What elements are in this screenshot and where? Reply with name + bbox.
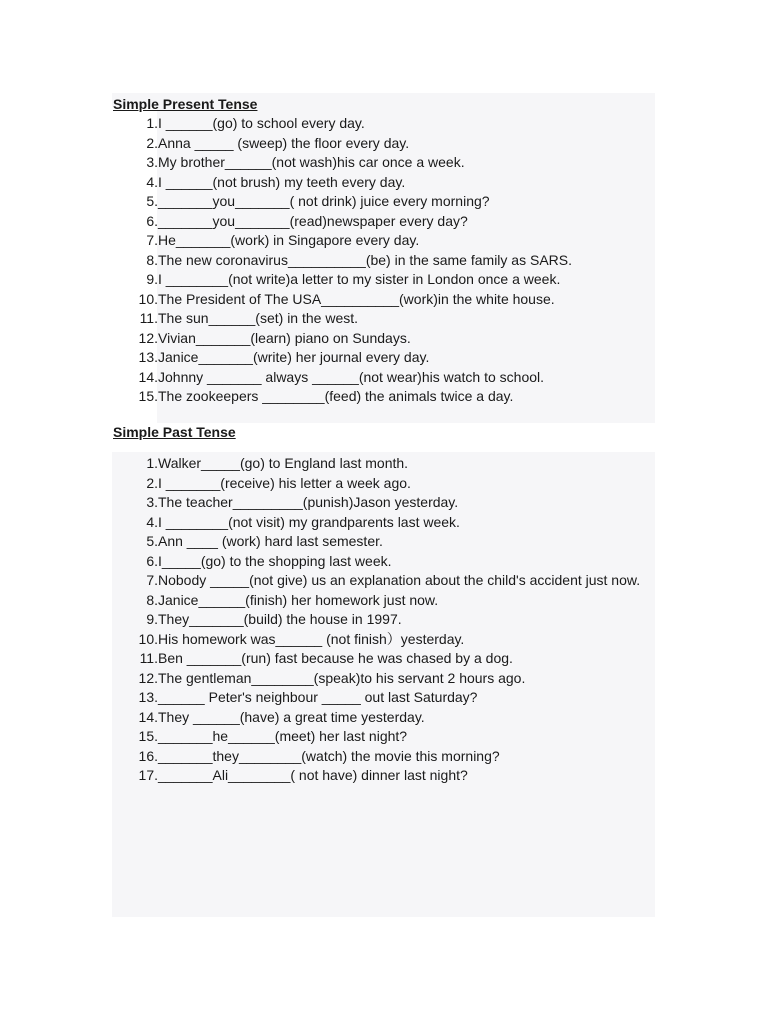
item-number: 1. — [146, 115, 158, 131]
exercise-item — [113, 649, 658, 669]
item-number: 1. — [146, 455, 158, 471]
item-number: 14. — [138, 708, 158, 725]
item-number: 5. — [146, 193, 158, 209]
item-text: I ______(go) to school every day. — [158, 115, 365, 131]
item-number: 7. — [146, 232, 158, 248]
exercise-item — [113, 630, 658, 650]
item-number: 8. — [146, 251, 158, 268]
exercise-item — [113, 192, 572, 212]
item-text: The President of The USA__________(work)in the white house. — [158, 290, 555, 307]
item-number: 17. — [138, 767, 158, 783]
item-text: The teacher_________(punish)Jason yesterday. — [158, 494, 459, 510]
item-text: The sun______(set) in the west. — [158, 310, 359, 326]
item-text: Janice_______(write) her journal every day. — [158, 349, 430, 365]
item-text: ______ Peter's neighbour _____ out last Saturday? — [158, 689, 478, 705]
exercise-item — [113, 329, 572, 349]
item-text: Vivian_______(learn) piano on Sundays. — [158, 329, 411, 346]
exercise-item — [113, 270, 572, 290]
item-text: Nobody _____(not give) us an explanation about the child's accident just now. — [158, 572, 641, 588]
item-number: 12. — [138, 329, 158, 346]
exercise-item — [113, 513, 658, 533]
exercise-item — [113, 571, 658, 591]
exercise-item — [113, 610, 658, 630]
exercise-item — [113, 134, 572, 154]
exercise-list-present — [113, 114, 572, 407]
item-number: 12. — [138, 669, 158, 686]
exercise-item — [113, 251, 572, 271]
item-number: 3. — [146, 494, 158, 510]
item-number: 11. — [139, 650, 158, 666]
exercise-item — [113, 688, 658, 708]
item-number: 13. — [138, 689, 158, 705]
item-text: Walker_____(go) to England last month. — [158, 455, 409, 471]
exercise-item — [113, 290, 572, 310]
item-text: They_______(build) the house in 1997. — [158, 611, 402, 627]
item-text: He_______(work) in Singapore every day. — [158, 232, 420, 248]
exercise-item — [113, 309, 572, 329]
exercise-item — [113, 708, 658, 728]
item-text: I _______(receive) his letter a week ago. — [158, 474, 411, 491]
item-number: 4. — [146, 513, 158, 530]
exercise-item — [113, 114, 572, 134]
item-text: I ______(not brush) my teeth every day. — [158, 173, 406, 190]
item-number: 11. — [139, 310, 158, 326]
exercise-item — [113, 591, 658, 611]
exercise-list-past — [113, 454, 658, 786]
item-text: I_____(go) to the shopping last week. — [158, 552, 392, 569]
item-text: Ben _______(run) fast because he was chased by a dog. — [158, 650, 513, 666]
item-text: The new coronavirus__________(be) in the same family as SARS. — [158, 251, 572, 268]
item-number: 6. — [146, 212, 158, 229]
item-number: 9. — [146, 611, 158, 627]
item-number: 15. — [138, 388, 158, 404]
exercise-item — [113, 669, 658, 689]
item-text: Anna _____ (sweep) the floor every day. — [158, 134, 410, 151]
item-text: _______Ali________( not have) dinner last night? — [158, 767, 468, 783]
item-number: 9. — [146, 271, 158, 287]
item-text: Ann ____ (work) hard last semester. — [158, 533, 383, 549]
item-text: _______they________(watch) the movie this morning? — [158, 747, 500, 764]
item-number: 16. — [138, 747, 158, 764]
exercise-item — [113, 231, 572, 251]
item-text: _______you_______( not drink) juice every morning? — [158, 193, 490, 209]
item-number: 4. — [146, 173, 158, 190]
exercise-item — [113, 387, 572, 407]
item-text: The zookeepers ________(feed) the animals twice a day. — [158, 388, 514, 404]
exercise-item — [113, 348, 572, 368]
item-text: Janice______(finish) her homework just now. — [158, 591, 439, 608]
item-number: 2. — [146, 134, 158, 151]
item-number: 3. — [146, 154, 158, 170]
exercise-item — [113, 747, 658, 767]
item-text: _______you_______(read)newspaper every day? — [158, 212, 468, 229]
item-text: The gentleman________(speak)to his servant 2 hours ago. — [158, 669, 526, 686]
exercise-item — [113, 153, 572, 173]
item-text: I ________(not visit) my grandparents last week. — [158, 513, 460, 530]
exercise-item — [113, 474, 658, 494]
item-number: 10. — [138, 630, 158, 647]
exercise-item — [113, 532, 658, 552]
item-text: His homework was______ (not finish）yesterday. — [158, 630, 465, 647]
item-text: My brother______(not wash)his car once a week. — [158, 154, 465, 170]
item-text: _______he______(meet) her last night? — [158, 728, 408, 744]
item-text: They ______(have) a great time yesterday. — [158, 708, 425, 725]
exercise-item — [113, 766, 658, 786]
exercise-item — [113, 212, 572, 232]
item-number: 5. — [146, 533, 158, 549]
exercise-item — [113, 173, 572, 193]
item-number: 10. — [138, 290, 158, 307]
section-heading-present: Simple Present Tense — [113, 96, 258, 112]
exercise-item — [113, 552, 658, 572]
item-number: 15. — [138, 728, 158, 744]
exercise-item — [113, 493, 658, 513]
item-number: 6. — [146, 552, 158, 569]
exercise-item — [113, 368, 572, 388]
exercise-item — [113, 454, 658, 474]
section-heading-past: Simple Past Tense — [113, 424, 236, 440]
item-number: 14. — [138, 368, 158, 385]
item-number: 13. — [138, 349, 158, 365]
item-number: 8. — [146, 591, 158, 608]
exercise-item — [113, 727, 658, 747]
item-text: Johnny _______ always ______(not wear)his watch to school. — [158, 368, 545, 385]
item-number: 2. — [146, 474, 158, 491]
item-text: I ________(not write)a letter to my sister in London once a week. — [158, 271, 561, 287]
item-number: 7. — [146, 572, 158, 588]
